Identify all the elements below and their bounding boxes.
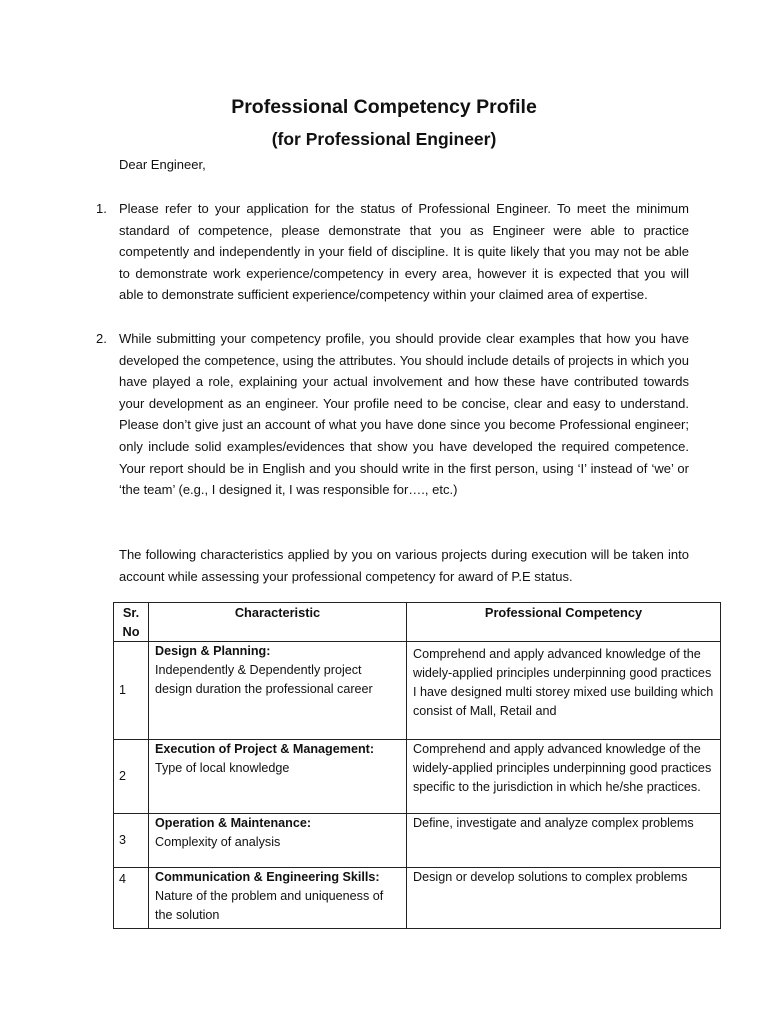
page-title: Professional Competency Profile xyxy=(231,96,537,118)
competency-cell xyxy=(407,642,721,740)
header-competency: Professional Competency xyxy=(407,603,721,642)
item-number: 1. xyxy=(96,201,107,216)
sr-cell: 1 xyxy=(114,642,149,740)
competency-cell xyxy=(407,740,721,814)
numbered-item-1 xyxy=(96,198,689,306)
characteristic-description: Complexity of analysis xyxy=(155,835,281,849)
item-text: Please refer to your application for the status of Professional Engineer. To meet the minimum standard of competence, please demonstrate that you as Engineer were able to practice competently and independently in your field of discipline. It is quite likely that you may not be able to demonstrate work experience/competency in every area, however it is expected that you will able to demonstrate sufficient experience/competency within your claimed area of expertise. xyxy=(119,201,689,303)
characteristic-title: Design & Planning: xyxy=(155,644,271,658)
sr-cell: 4 xyxy=(114,868,149,929)
header-characteristic: Characteristic xyxy=(149,603,407,642)
numbered-item-2 xyxy=(96,328,689,501)
table-header-row xyxy=(114,603,721,642)
intro-paragraph: The following characteristics applied by you on various projects during execution will be taken into account while assessing your professional competency for award of P.E status. xyxy=(119,547,689,584)
characteristic-cell xyxy=(149,642,407,740)
characteristic-description: Independently & Dependently project design duration the professional career xyxy=(155,663,373,696)
item-number: 2. xyxy=(96,331,107,346)
competency-text: Comprehend and apply advanced knowledge of the widely-applied principles underpinning good practices xyxy=(413,647,712,680)
characteristic-title: Execution of Project & Management: xyxy=(155,742,375,756)
page-subtitle: (for Professional Engineer) xyxy=(271,129,497,149)
header-sr-no: Sr. No xyxy=(114,603,149,642)
competency-cell xyxy=(407,814,721,868)
characteristic-title: Communication & Engineering Skills: xyxy=(155,870,380,884)
characteristic-cell xyxy=(149,740,407,814)
characteristic-description: Nature of the problem and uniqueness of the solution xyxy=(155,889,384,922)
competency-extra-text: I have designed multi storey mixed use building which consist of Mall, Retail and xyxy=(413,685,714,718)
table-row xyxy=(114,868,721,929)
competency-text: Design or develop solutions to complex problems xyxy=(413,870,688,884)
competency-text: Comprehend and apply advanced knowledge of the widely-applied principles underpinning good practices specific to the jurisdiction in which he/she practices. xyxy=(413,742,712,794)
sr-cell: 3 xyxy=(114,814,149,868)
table-row xyxy=(114,740,721,814)
table-row xyxy=(114,814,721,868)
characteristic-title: Operation & Maintenance: xyxy=(155,816,312,830)
salutation: Dear Engineer, xyxy=(119,157,206,172)
characteristic-cell xyxy=(149,814,407,868)
item-text: While submitting your competency profile, you should provide clear examples that how you have developed the competence, using the attributes. You should include details of projects in which you have played a role, explaining your actual involvement and how these have contributed towards your development as an engineer. Your profile need to be concise, clear and easy to understand. Please don’t give just an account of what you have done since you become Professional engineer; only include solid examples/evidences that show you have developed the required competence. Your report should be in English and you should write in the first person, using ‘I’ instead of ‘we’ or ‘the team’ (e.g., I designed it, I was responsible for…., etc.) xyxy=(119,331,689,498)
characteristic-cell xyxy=(149,868,407,929)
competency-table xyxy=(113,602,721,929)
table-row xyxy=(114,642,721,740)
competency-text: Define, investigate and analyze complex problems xyxy=(413,816,694,830)
competency-cell xyxy=(407,868,721,929)
sr-cell: 2 xyxy=(114,740,149,814)
characteristic-description: Type of local knowledge xyxy=(155,761,290,775)
